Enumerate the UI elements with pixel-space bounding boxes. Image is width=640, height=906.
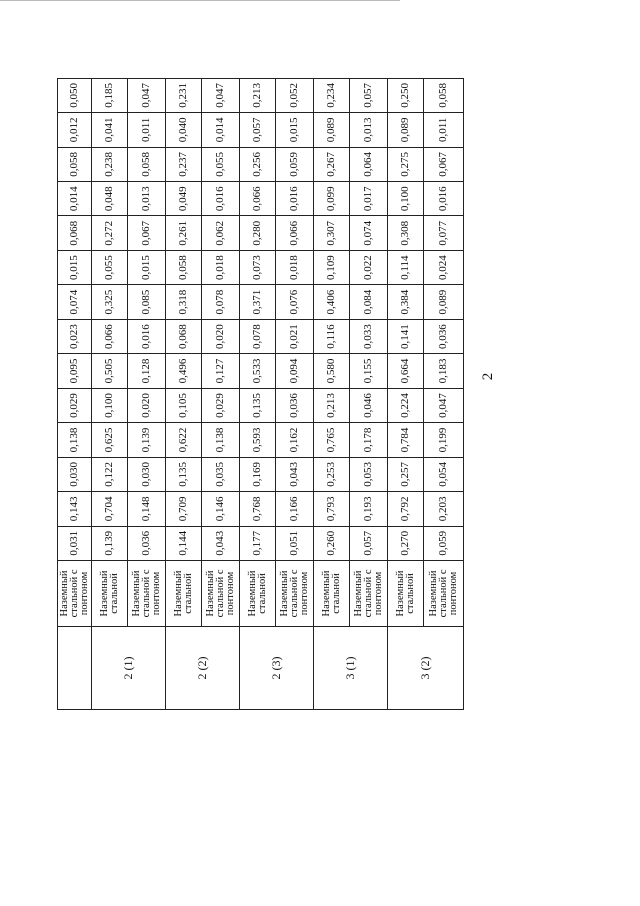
value-cell: 0,203 (424, 492, 464, 526)
tank-type-line: стальной с (437, 569, 449, 618)
value-cell: 0,036 (276, 388, 314, 422)
value-cell: 0,018 (202, 250, 240, 284)
tank-type-line: стальной с (214, 569, 226, 618)
value-cell: 0,664 (388, 354, 424, 388)
value-cell: 0,014 (202, 113, 240, 147)
value-cell: 0,792 (388, 492, 424, 526)
value-cell: 0,144 (166, 526, 202, 560)
value-cell: 0,066 (276, 216, 314, 250)
tank-type-line: стальной с (68, 569, 80, 618)
value-cell: 0,100 (92, 388, 128, 422)
value-cell: 0,139 (128, 423, 166, 457)
value-cell: 0,036 (424, 319, 464, 353)
value-cell: 0,267 (314, 147, 350, 181)
value-cell: 0,765 (314, 423, 350, 457)
tank-type-line: Наземный (278, 570, 290, 617)
value-cell: 0,177 (240, 526, 276, 560)
value-cell: 0,051 (276, 526, 314, 560)
value-cell: 0,622 (166, 423, 202, 457)
value-cell: 0,768 (240, 492, 276, 526)
value-cell: 0,260 (314, 526, 350, 560)
value-cell: 0,018 (276, 250, 314, 284)
value-cell: 0,496 (166, 354, 202, 388)
table-body (58, 44, 464, 710)
value-cell: 0,272 (92, 216, 128, 250)
value-cell: 0,533 (240, 354, 276, 388)
value-cell: 0,308 (388, 216, 424, 250)
value-cell: 0,066 (240, 182, 276, 216)
value-cell: 0,058 (424, 78, 464, 112)
value-cell: 0,089 (314, 113, 350, 147)
value-cell: 0,280 (240, 216, 276, 250)
value-cell: 0,371 (240, 285, 276, 319)
tank-type-cell (202, 561, 240, 627)
value-cell: 0,166 (276, 492, 314, 526)
value-cell: 0,064 (350, 147, 388, 181)
value-cell: 0,015 (128, 250, 166, 284)
value-cell: 0,047 (202, 78, 240, 112)
value-cell: 0,238 (92, 147, 128, 181)
tank-type-line: понтоном (298, 571, 310, 616)
rotated-page (57, 43, 496, 710)
value-cell: 0,017 (350, 182, 388, 216)
tank-type-line: понтоном (372, 571, 384, 616)
tank-type-cell (424, 561, 464, 627)
value-cell: 0,068 (58, 216, 92, 250)
table-row (128, 44, 166, 710)
tank-type-line: стальной с (288, 569, 300, 618)
table-row (388, 44, 424, 710)
value-cell: 0,043 (276, 457, 314, 491)
value-cell: 0,022 (350, 250, 388, 284)
value-cell: 0,199 (424, 423, 464, 457)
tank-type-cell (240, 561, 276, 627)
value-cell: 0,049 (166, 182, 202, 216)
value-cell: 0,270 (388, 526, 424, 560)
value-cell: 0,058 (128, 147, 166, 181)
tank-type-line: понтоном (78, 571, 90, 616)
value-cell: 0,055 (202, 147, 240, 181)
value-cell: 0,138 (58, 423, 92, 457)
table-row (202, 44, 240, 710)
value-cell: 0,127 (202, 354, 240, 388)
value-cell: 0,105 (166, 388, 202, 422)
value-cell: 0,059 (276, 147, 314, 181)
value-cell: 0,012 (58, 113, 92, 147)
value-cell: 0,141 (388, 319, 424, 353)
value-cell: 0,031 (58, 526, 92, 560)
value-cell: 0,384 (388, 285, 424, 319)
value-cell: 0,029 (58, 388, 92, 422)
tank-type-line: стальной (182, 573, 194, 614)
group-cell: 3 (1) (314, 626, 388, 709)
value-cell: 0,050 (58, 78, 92, 112)
group-cell (58, 626, 92, 709)
tank-type-line: понтоном (150, 571, 162, 616)
tank-type-line: Наземный (246, 570, 258, 617)
value-cell: 0,109 (314, 250, 350, 284)
tank-type-line: Наземный (427, 570, 439, 617)
table-row (350, 44, 388, 710)
value-cell: 0,128 (128, 354, 166, 388)
page-number: 2 (480, 372, 496, 381)
value-cell: 0,021 (276, 319, 314, 353)
value-cell: 0,052 (276, 78, 314, 112)
group-cell: 2 (2) (166, 626, 240, 709)
tank-type-line: стальной с (362, 569, 374, 618)
value-cell: 0,122 (92, 457, 128, 491)
tank-type-line: понтоном (224, 571, 236, 616)
tank-type-line: Наземный (98, 570, 110, 617)
value-cell: 0,139 (92, 526, 128, 560)
tank-type-line: Наземный (130, 570, 142, 617)
tank-type-line: стальной (108, 573, 120, 614)
value-cell: 0,024 (424, 250, 464, 284)
value-cell: 0,148 (128, 492, 166, 526)
value-cell: 0,040 (166, 113, 202, 147)
tank-type-line: понтоном (447, 571, 459, 616)
value-cell: 0,099 (314, 182, 350, 216)
value-cell: 0,224 (388, 388, 424, 422)
value-cell: 0,011 (128, 113, 166, 147)
value-cell: 0,048 (92, 182, 128, 216)
top-rule (0, 0, 400, 1)
tank-type-cell (128, 561, 166, 627)
value-cell: 0,231 (166, 78, 202, 112)
value-cell: 0,078 (240, 319, 276, 353)
value-cell: 0,059 (424, 526, 464, 560)
value-cell: 0,013 (350, 113, 388, 147)
value-cell: 0,146 (202, 492, 240, 526)
tank-type-cell (166, 561, 202, 627)
tank-type-cell (314, 561, 350, 627)
value-cell: 0,029 (202, 388, 240, 422)
tank-type-line: Наземный (58, 570, 70, 617)
value-cell: 0,704 (92, 492, 128, 526)
value-cell: 0,030 (58, 457, 92, 491)
table-row (166, 44, 202, 710)
value-cell: 0,030 (128, 457, 166, 491)
value-cell: 0,135 (240, 388, 276, 422)
data-table (57, 43, 464, 710)
value-cell: 0,169 (240, 457, 276, 491)
tank-type-line: Наземный (394, 570, 406, 617)
value-cell: 0,015 (276, 113, 314, 147)
group-cell: 2 (3) (240, 626, 314, 709)
value-cell: 0,580 (314, 354, 350, 388)
value-cell: 0,318 (166, 285, 202, 319)
table-row (314, 44, 350, 710)
value-cell: 0,116 (314, 319, 350, 353)
tank-type-cell (92, 561, 128, 627)
value-cell: 0,067 (424, 147, 464, 181)
value-cell: 0,593 (240, 423, 276, 457)
value-cell: 0,162 (276, 423, 314, 457)
value-cell: 0,784 (388, 423, 424, 457)
value-cell: 0,057 (350, 78, 388, 112)
value-cell: 0,307 (314, 216, 350, 250)
value-cell: 0,016 (276, 182, 314, 216)
tank-type-line: Наземный (172, 570, 184, 617)
value-cell: 0,047 (424, 388, 464, 422)
value-cell: 0,078 (202, 285, 240, 319)
value-cell: 0,074 (58, 285, 92, 319)
value-cell: 0,036 (128, 526, 166, 560)
value-cell: 0,089 (388, 113, 424, 147)
value-cell: 0,505 (92, 354, 128, 388)
value-cell: 0,016 (128, 319, 166, 353)
tank-type-line: Наземный (352, 570, 364, 617)
value-cell: 0,014 (58, 182, 92, 216)
value-cell: 0,089 (424, 285, 464, 319)
value-cell: 0,185 (92, 78, 128, 112)
value-cell: 0,155 (350, 354, 388, 388)
value-cell: 0,094 (276, 354, 314, 388)
value-cell: 0,250 (388, 78, 424, 112)
group-cell: 3 (2) (388, 626, 464, 709)
value-cell: 0,237 (166, 147, 202, 181)
value-cell: 0,709 (166, 492, 202, 526)
value-cell: 0,100 (388, 182, 424, 216)
value-cell: 0,406 (314, 285, 350, 319)
value-cell: 0,033 (350, 319, 388, 353)
value-cell: 0,178 (350, 423, 388, 457)
tank-type-cell (350, 561, 388, 627)
value-cell: 0,213 (314, 388, 350, 422)
value-cell: 0,625 (92, 423, 128, 457)
tank-type-line: Наземный (204, 570, 216, 617)
value-cell: 0,013 (128, 182, 166, 216)
tank-type-line: стальной (256, 573, 268, 614)
value-cell: 0,043 (202, 526, 240, 560)
value-cell: 0,041 (92, 113, 128, 147)
value-cell: 0,793 (314, 492, 350, 526)
value-cell: 0,035 (202, 457, 240, 491)
value-cell: 0,020 (202, 319, 240, 353)
value-cell: 0,054 (424, 457, 464, 491)
value-cell: 0,213 (240, 78, 276, 112)
tank-type-line: Наземный (320, 570, 332, 617)
value-cell: 0,325 (92, 285, 128, 319)
value-cell: 0,046 (350, 388, 388, 422)
value-cell: 0,084 (350, 285, 388, 319)
value-cell: 0,114 (388, 250, 424, 284)
value-cell: 0,055 (92, 250, 128, 284)
value-cell: 0,257 (388, 457, 424, 491)
value-cell: 0,275 (388, 147, 424, 181)
value-cell: 0,261 (166, 216, 202, 250)
value-cell: 0,076 (276, 285, 314, 319)
value-cell: 0,095 (58, 354, 92, 388)
value-cell: 0,047 (128, 78, 166, 112)
value-cell: 0,016 (424, 182, 464, 216)
value-cell: 0,053 (350, 457, 388, 491)
value-cell: 0,193 (350, 492, 388, 526)
value-cell: 0,057 (350, 526, 388, 560)
value-cell: 0,062 (202, 216, 240, 250)
value-cell: 0,058 (58, 147, 92, 181)
value-cell: 0,234 (314, 78, 350, 112)
value-cell: 0,068 (166, 319, 202, 353)
tank-type-line: стальной (404, 573, 416, 614)
value-cell: 0,058 (166, 250, 202, 284)
value-cell: 0,077 (424, 216, 464, 250)
value-cell: 0,138 (202, 423, 240, 457)
table-row (276, 44, 314, 710)
tank-type-line: стальной (330, 573, 342, 614)
value-cell: 0,015 (58, 250, 92, 284)
tank-type-cell (388, 561, 424, 627)
value-cell: 0,011 (424, 113, 464, 147)
tank-type-cell (276, 561, 314, 627)
value-cell: 0,066 (92, 319, 128, 353)
value-cell: 0,135 (166, 457, 202, 491)
value-cell: 0,057 (240, 113, 276, 147)
value-cell: 0,023 (58, 319, 92, 353)
value-cell: 0,143 (58, 492, 92, 526)
group-cell: 2 (1) (92, 626, 166, 709)
table-row (240, 44, 276, 710)
value-cell: 0,085 (128, 285, 166, 319)
table-row (92, 44, 128, 710)
table-row (58, 44, 92, 710)
value-cell: 0,016 (202, 182, 240, 216)
value-cell: 0,253 (314, 457, 350, 491)
value-cell: 0,256 (240, 147, 276, 181)
value-cell: 0,020 (128, 388, 166, 422)
value-cell: 0,067 (128, 216, 166, 250)
value-cell: 0,183 (424, 354, 464, 388)
tank-type-cell (58, 561, 92, 627)
value-cell: 0,074 (350, 216, 388, 250)
tank-type-line: стальной с (140, 569, 152, 618)
value-cell: 0,073 (240, 250, 276, 284)
table-row (424, 44, 464, 710)
